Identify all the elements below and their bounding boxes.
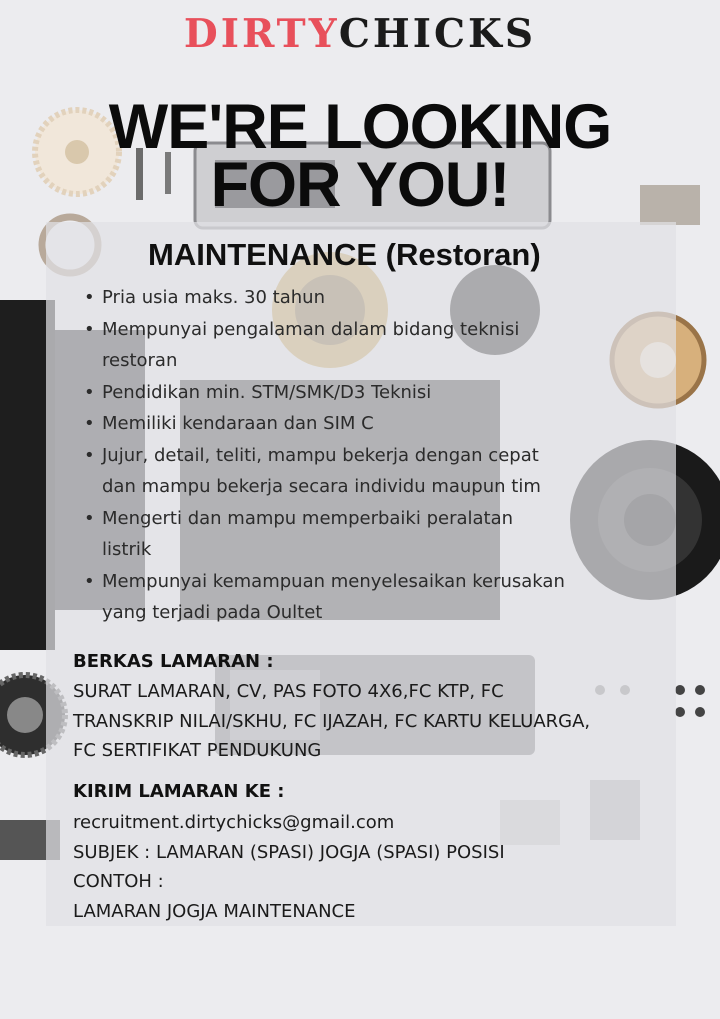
bullet-icon: • — [84, 507, 95, 529]
brand-logo-part2: CHICKS — [338, 11, 537, 57]
requirement-line: yang terjadi pada Oultet — [102, 602, 323, 623]
requirement-item — [78, 566, 638, 629]
bullet-icon: • — [84, 444, 95, 466]
bullet-icon: • — [84, 318, 95, 340]
requirement-item — [78, 503, 638, 566]
requirement-line: Mempunyai kemampuan menyelesaikan kerusakan — [102, 570, 565, 592]
headline — [0, 92, 720, 220]
email-link[interactable]: recruitment.dirtychicks@gmail.com — [73, 812, 395, 833]
requirement-line: Pria usia maks. 30 tahun — [102, 287, 325, 308]
requirement-item — [78, 408, 638, 440]
berkas-line: SURAT LAMARAN, CV, PAS FOTO 4X6,FC KTP, FC — [73, 681, 504, 702]
requirement-item — [78, 440, 638, 503]
requirement-item — [78, 282, 638, 314]
requirement-item — [78, 377, 638, 409]
requirement-line: Jujur, detail, teliti, mampu bekerja dengan cepat — [102, 444, 539, 466]
bullet-icon: • — [84, 413, 95, 434]
berkas-title: BERKAS LAMARAN : — [73, 651, 274, 672]
example-subject: LAMARAN JOGJA MAINTENANCE — [73, 900, 356, 922]
kirim-title: KIRIM LAMARAN KE : — [73, 781, 285, 802]
berkas-text — [73, 677, 673, 766]
berkas-line: FC SERTIFIKAT PENDUKUNG — [73, 740, 322, 761]
subject-format: SUBJEK : LAMARAN (SPASI) JOGJA (SPASI) POSISI — [73, 841, 505, 863]
example-label: CONTOH : — [73, 871, 164, 892]
brand-logo — [0, 10, 720, 58]
requirement-line: Memiliki kendaraan dan SIM C — [102, 413, 374, 434]
bullet-icon: • — [84, 287, 95, 308]
job-title: MAINTENANCE (Restoran) — [148, 237, 541, 272]
headline-line1: WE'RE LOOKING — [108, 92, 612, 162]
requirement-line: dan mampu bekerja secara individu maupun tim — [102, 476, 541, 497]
kirim-text — [73, 808, 673, 926]
requirement-line: restoran — [102, 350, 178, 371]
bullet-icon: • — [84, 570, 95, 592]
requirement-line: listrik — [102, 539, 152, 560]
berkas-line: TRANSKRIP NILAI/SKHU, FC IJAZAH, FC KARTU KELUARGA, — [73, 710, 591, 732]
requirement-line: Mengerti dan mampu memperbaiki peralatan — [102, 507, 514, 529]
requirement-line: Pendidikan min. STM/SMK/D3 Teknisi — [102, 381, 432, 403]
brand-logo-part1: DIRTY — [183, 11, 339, 57]
requirements-list — [78, 282, 638, 629]
headline-line2: FOR YOU! — [210, 150, 510, 220]
requirement-item — [78, 314, 638, 377]
requirement-line: Mempunyai pengalaman dalam bidang teknisi — [102, 318, 520, 340]
bullet-icon: • — [84, 381, 95, 403]
